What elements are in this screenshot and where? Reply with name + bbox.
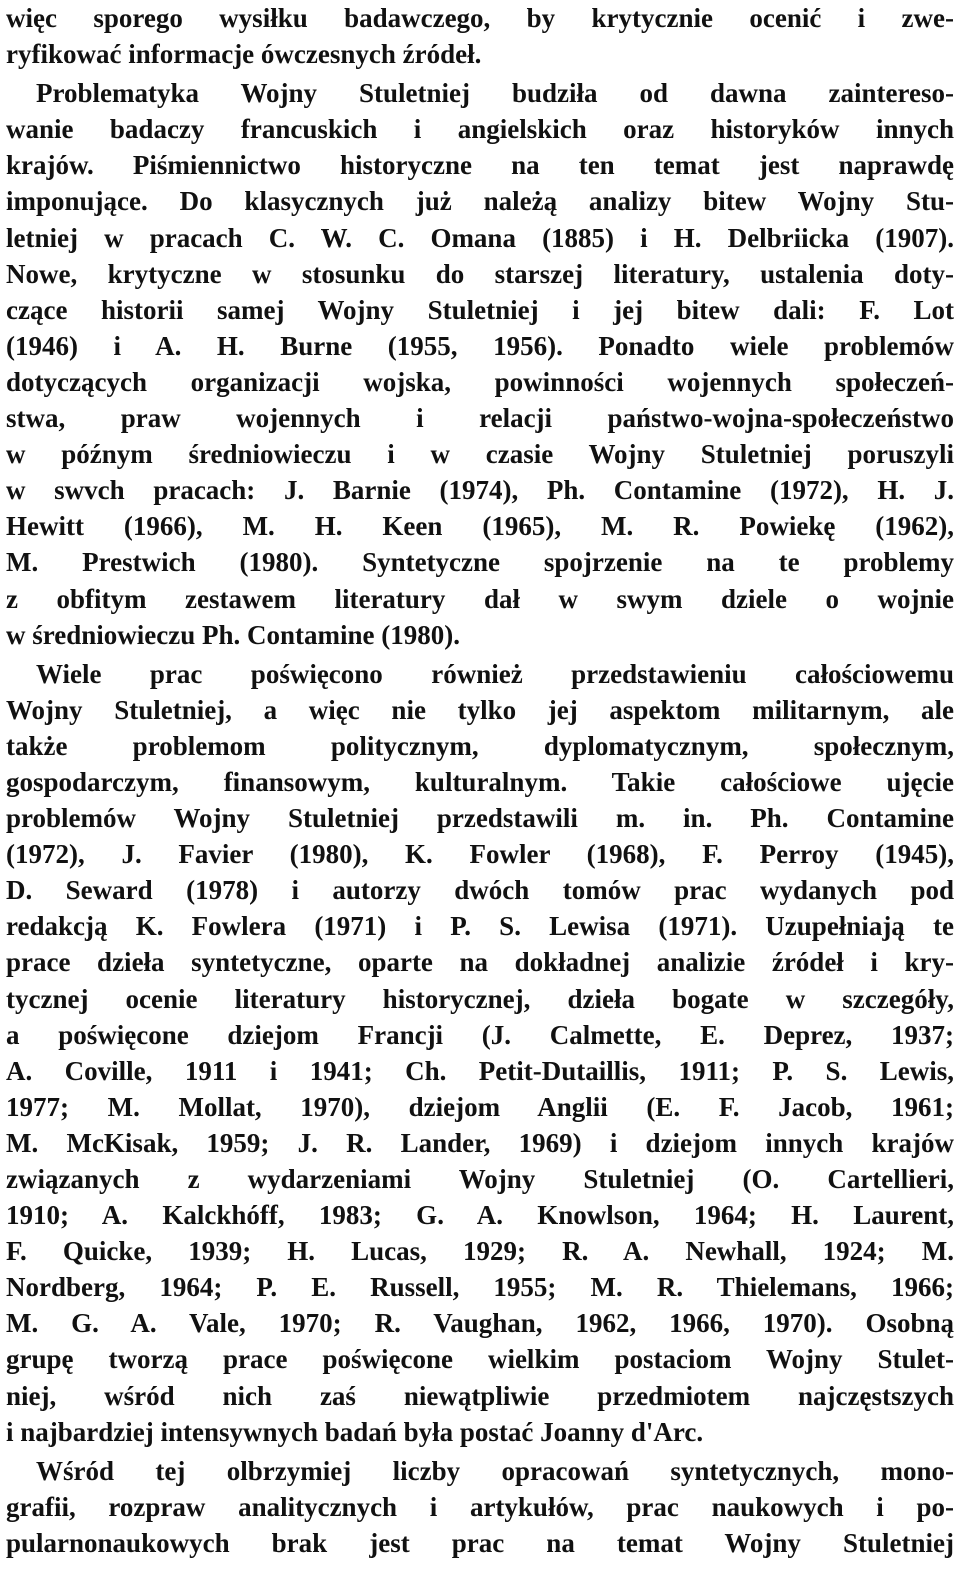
text-line: M. G. A. Vale, 1970; R. Vaughan, 1962, 1966, 1970). Osobną [6, 1308, 954, 1339]
text-line: 1977; M. Mollat, 1970), dziejom Anglii (E. F. Jacob, 1961; [6, 1091, 954, 1122]
text-line: gospodarczym, finansowym, kulturalnym. Takie całościowe ujęcie [6, 766, 954, 797]
text-line: prace dzieła syntetyczne, oparte na dokładnej analizie źródeł i kry- [6, 947, 954, 978]
text-line: w średniowieczu Ph. Contamine (1980). [6, 619, 460, 650]
text-line: niej, wśród nich zaś niewątpliwie przedmiotem najczęstszych [6, 1380, 954, 1411]
text-line: ryfikować informacje ówczesnych źródeł. [6, 39, 482, 70]
text-line: Wojny Stuletniej, a więc nie tylko jej aspektom militarnym, ale [6, 694, 954, 725]
text-line: grafii, rozpraw analitycznych i artykułów, prac naukowych i po- [6, 1491, 954, 1522]
text-line: A. Coville, 1911 i 1941; Ch. Petit-Dutaillis, 1911; P. S. Lewis, [6, 1055, 954, 1086]
text-line: redakcją K. Fowlera (1971) i P. S. Lewisa (1971). Uzupełniają te [6, 911, 954, 942]
text-line: Nordberg, 1964; P. E. Russell, 1955; M. R. Thielemans, 1966; [6, 1272, 954, 1303]
text-line: stwa, praw wojennych i relacji państwo-wojna-społeczeństwo [6, 403, 954, 434]
paragraph [6, 0, 954, 72]
text-line: Wśród tej olbrzymiej liczby opracowań syntetycznych, mono- [36, 1455, 954, 1486]
text-line: pularnonaukowych brak jest prac na temat Wojny Stuletniej [6, 1527, 954, 1558]
text-line: Wiele prac poświęcono również przedstawieniu całościowemu [36, 658, 954, 689]
text-line: M. McKisak, 1959; J. R. Lander, 1969) i dziejom innych krajów [6, 1127, 954, 1158]
text-line: M. Prestwich (1980). Syntetyczne spojrzenie na te problemy [6, 547, 954, 578]
paragraph [6, 1453, 954, 1561]
text-line: także problemom politycznym, dyplomatycznym, społecznym, [6, 730, 954, 761]
text-line: Hewitt (1966), M. H. Keen (1965), M. R. Powiekę (1962), [6, 511, 954, 542]
text-line: z obfitym zestawem literatury dał w swym dziele o wojnie [6, 583, 954, 614]
text-line: a poświęcone dziejom Francji (J. Calmette, E. Deprez, 1937; [6, 1019, 954, 1050]
text-line: D. Seward (1978) i autorzy dwóch tomów prac wydanych pod [6, 875, 954, 906]
text-line: Problematyka Wojny Stuletniej budziła od dawna zaintereso- [36, 78, 954, 109]
text-line: tycznej ocenie literatury historycznej, dzieła bogate w szczegóły, [6, 983, 954, 1014]
text-line: (1946) i A. H. Burne (1955, 1956). Ponadto wiele problemów [6, 330, 954, 361]
text-line: 1910; A. Kalckhóff, 1983; G. A. Knowlson, 1964; H. Laurent, [6, 1200, 954, 1231]
text-line: imponujące. Do klasycznych już należą analizy bitew Wojny Stu- [6, 186, 954, 217]
text-line: więc sporego wysiłku badawczego, by krytycznie ocenić i zwe- [6, 3, 954, 33]
text-line: w późnym średniowieczu i w czasie Wojny Stuletniej poruszyli [6, 439, 954, 470]
text-line: (1972), J. Favier (1980), K. Fowler (1968), F. Perroy (1945), [6, 839, 954, 870]
text-line: Nowe, krytyczne w stosunku do starszej literatury, ustalenia doty- [6, 258, 954, 289]
text-line: letniej w pracach C. W. C. Omana (1885) i H. Delbriicka (1907). [6, 222, 954, 253]
text-line: grupę tworzą prace poświęcone wielkim postaciom Wojny Stulet- [6, 1344, 954, 1375]
text-line: wanie badaczy francuskich i angielskich oraz historyków innych [6, 114, 954, 145]
text-line: czące historii samej Wojny Stuletniej i jej bitew dali: F. Lot [6, 294, 954, 325]
paragraph [6, 656, 954, 1450]
text-line: F. Quicke, 1939; H. Lucas, 1929; R. A. Newhall, 1924; M. [6, 1236, 954, 1267]
text-line: związanych z wydarzeniami Wojny Stuletniej (O. Cartellieri, [6, 1164, 954, 1194]
text-line: problemów Wojny Stuletniej przedstawili m. in. Ph. Contamine [6, 803, 954, 834]
text-line: w swvch pracach: J. Barnie (1974), Ph. Contamine (1972), H. J. [6, 475, 954, 506]
text-line: i najbardziej intensywnych badań była postać Joanny d'Arc. [6, 1416, 704, 1447]
document-page [6, 0, 954, 1561]
text-line: dotyczących organizacji wojska, powinności wojennych społeczeń- [6, 366, 954, 397]
text-line: krajów. Piśmiennictwo historyczne na ten temat jest naprawdę [6, 150, 954, 181]
paragraph [6, 75, 954, 653]
